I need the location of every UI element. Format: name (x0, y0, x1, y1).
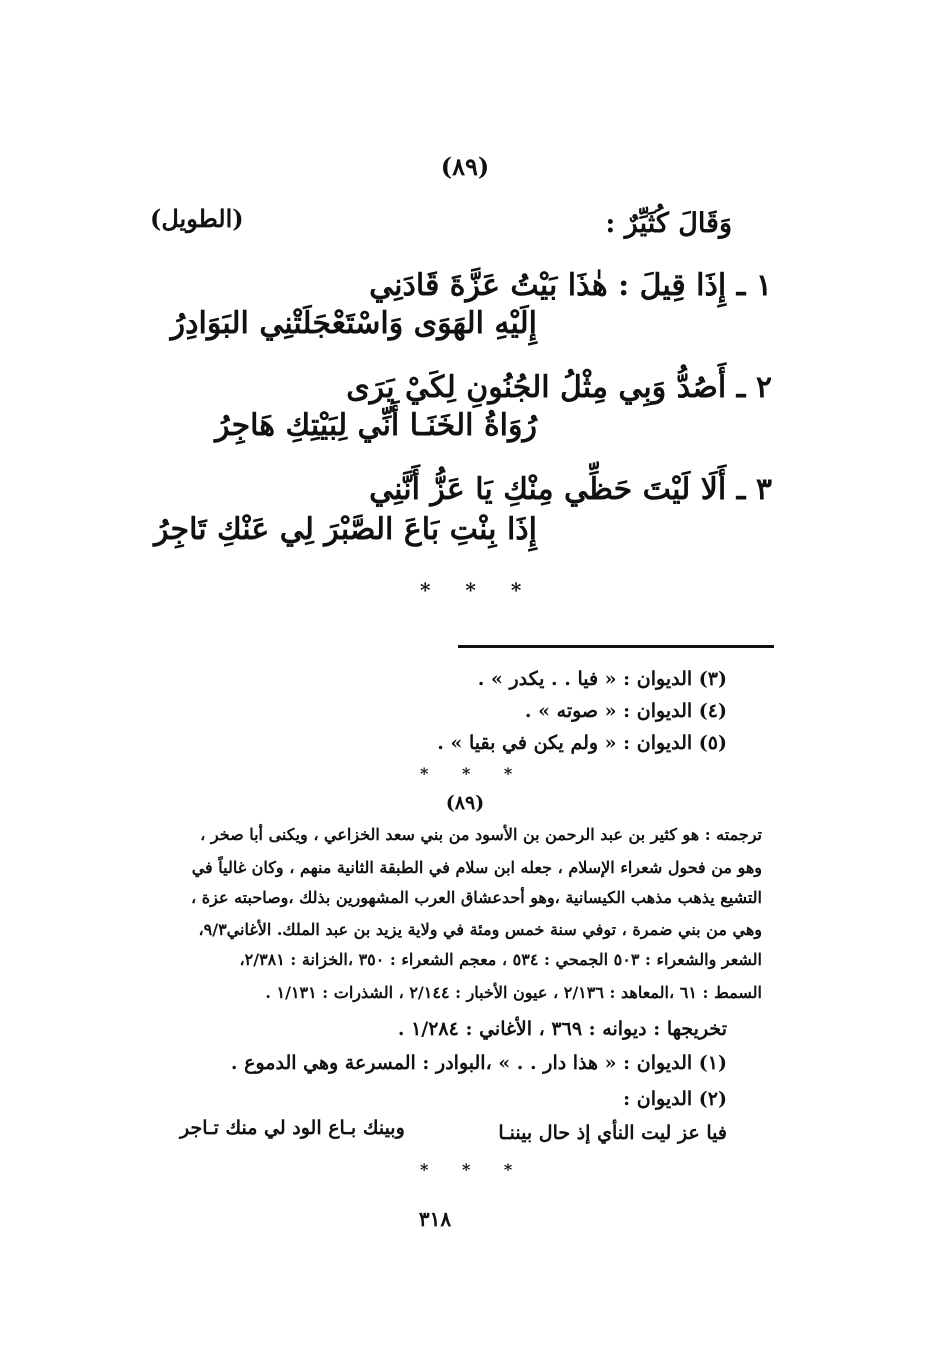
section-divider-stars: * * * (420, 578, 536, 602)
verse-1-second-hemistich: إِلَيْهِ الهَوَى وَاسْتَعْجَلَتْنِي البَوَادِرُ (170, 306, 537, 341)
verse-1-first-hemistich: ١ ـ إِذَا قِيلَ : هٰذَا بَيْتُ عَزَّةَ قَادَنِي (369, 268, 772, 303)
translation-line-4: وهي من بني ضمرة ، توفي سنة خمس ومئة في ولاية يزيد بن عبد الملك. الأغاني٩/٣، (198, 920, 762, 939)
translation-line-2: وهو من فحول شعراء الإسلام ، جعله ابن سلام في الطبقة الثانية منهم ، وكان غالياً في (191, 858, 762, 877)
page-number: ٣١٨ (418, 1207, 452, 1231)
variant-verse-second-hemistich: وبينك بـاع الود لي منك تـاجر (180, 1117, 405, 1139)
footnote-1: (١) الديوان : « هذا دار . . » ،البوادر : المسرعة وهي الدموع . (230, 1052, 727, 1074)
notes-poem-number: (٨٩) (445, 792, 485, 814)
footnote-rule (458, 645, 774, 648)
translation-line-5: الشعر والشعراء : ٥٠٣ الجمحي : ٥٣٤ ، معجم الشعراء : ٣٥٠ ،الخزانة : ٢/٣٨١، (239, 950, 762, 969)
verse-3-second-hemistich: إِذَا بِنْتِ بَاعَ الصَّبْرَ لِي عَنْكِ تَاجِرُ (153, 512, 537, 547)
translation-line-3: التشيع يذهب مذهب الكيسانية ،وهو أحدعشاق العرب المشهورين بذلك ،وصاحبته عزة ، (191, 888, 762, 907)
poem-intro: وَقَالَ كُثَيِّرٌ : (605, 208, 732, 239)
footnote-divider-stars: * * * (420, 764, 527, 783)
footnote-2: (٢) الديوان : (623, 1088, 727, 1110)
verse-3-first-hemistich: ٣ ـ أَلَا لَيْتَ حَظِّي مِنْكِ يَا عَزُّ أَنَّنِي (369, 472, 772, 507)
translation-line-1: ترجمته : هو كثير بن عبد الرحمن بن الأسود من بني سعد الخزاعي ، ويكنى أبا صخر ، (200, 825, 762, 844)
end-divider-stars: * * * (420, 1160, 527, 1179)
variant-verse-first-hemistich: فيا عز ليت النأي إذ حال بيننـا (498, 1122, 727, 1144)
verse-2-first-hemistich: ٢ ـ أَصُدُّ وَبِي مِثْلُ الجُنُونِ لِكَيْ يَرَى (346, 370, 772, 405)
translation-line-6: السمط : ٦١ ،المعاهد : ٢/١٣٦ ، عيون الأخبار : ٢/١٤٤ ، الشذرات : ١/١٣١ . (265, 983, 762, 1002)
poem-meter: (الطويل) (150, 204, 244, 233)
footnote-3: (٣) الديوان : « فيا . . يكدر » . (477, 668, 727, 690)
footnote-4: (٤) الديوان : « صوته » . (524, 700, 727, 722)
takhrij-line: تخريجها : ديوانه : ٣٦٩ ، الأغاني : ١/٢٨٤ . (397, 1018, 727, 1040)
poem-number: (٨٩) (440, 152, 490, 181)
footnote-5: (٥) الديوان : « ولم يكن في بقيا » . (437, 732, 727, 754)
verse-2-second-hemistich: رُوَاةُ الخَنَـا أَنِّي لِبَيْتِكِ هَاجِرُ (215, 408, 537, 443)
